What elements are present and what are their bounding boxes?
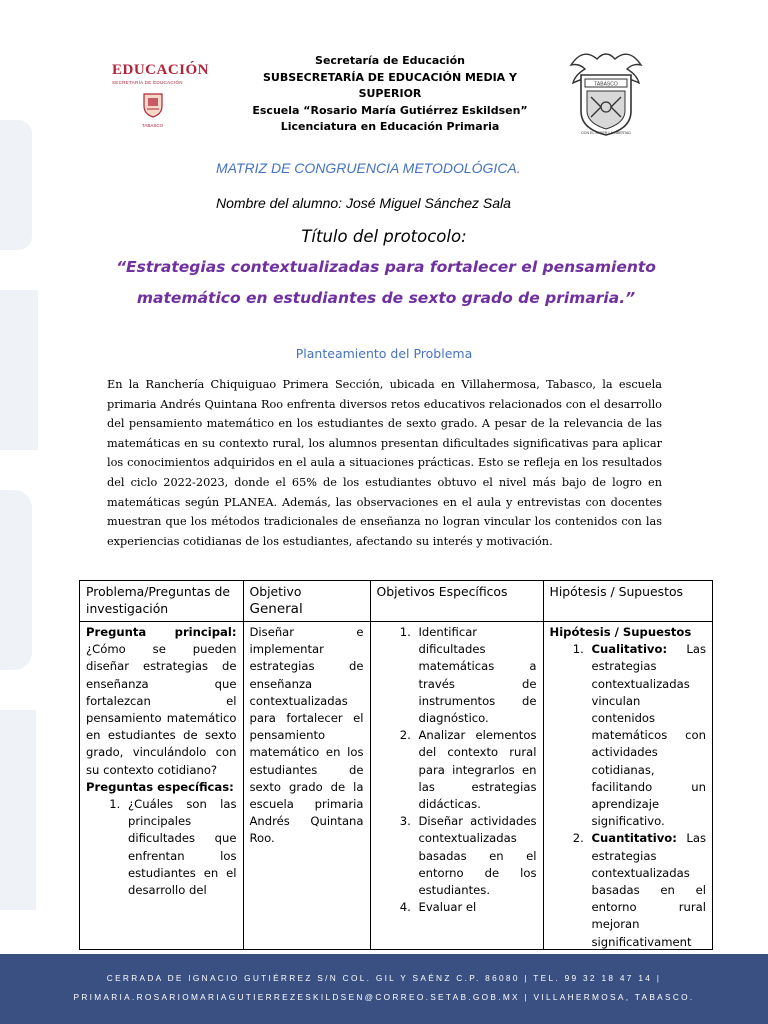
- main-question-label: Pregunta principal:: [86, 625, 237, 639]
- section-title: Planteamiento del Problema: [295, 346, 473, 361]
- specific-questions-list: [86, 796, 237, 899]
- list-item: 2. Cuantitativo: Las estrategias contextualizadas basadas en el entorno rural mejoran significativament: [588, 830, 707, 950]
- seal-top-text: TABASCO: [594, 81, 618, 88]
- header-general-objective: Objetivo General: [243, 581, 370, 622]
- footer-bar: [0, 954, 768, 1024]
- header-line-2: SUBSECRETARÍA DE EDUCACIÓN MEDIA Y SUPERIOR: [263, 70, 517, 100]
- header-hypothesis: Hipótesis / Supuestos: [543, 581, 712, 622]
- seal-bottom-text: CON EL SABER LA LIBERTAD: [581, 131, 631, 135]
- general-objective-cell: [243, 622, 370, 951]
- hypothesis-list: [550, 641, 707, 950]
- student-name: Nombre del alumno: José Miguel Sánchez Sala: [216, 195, 511, 211]
- general-objective-text: Diseñar e implementar estrategias de enseñanza contextualizadas para fortalecer el pensamiento matemático en los estudiantes de sexto grado de la escuela primaria Andrés Quintana Roo.: [249, 625, 364, 846]
- header-line-1: Secretaría de Educación: [315, 54, 465, 67]
- list-item: 1. Cualitativo: Las estrategias contextualizadas vinculan contenidos matemáticos con actividades cotidianas, facilitando un aprendizaje significativo.: [588, 641, 707, 830]
- footer-email: PRIMARIA.ROSARIOMARIAGUTIERREZESKILDSEN@CORREO.SETAB.GOB.MX | VILLAHERMOSA, TABASCO.: [73, 992, 695, 1002]
- enep-watermark: [0, 120, 40, 960]
- institution-header: [230, 53, 550, 136]
- problem-cell: [80, 622, 243, 951]
- specific-objectives-cell: [370, 622, 543, 951]
- table-row: [80, 622, 712, 951]
- footer-address: CERRADA DE IGNACIO GUTIÉRREZ S/N COL. GIL Y SAÉNZ C.P. 86080 | TEL. 99 32 18 47 14 |: [106, 973, 662, 983]
- specific-questions-label: Preguntas específicas:: [86, 779, 234, 794]
- header-line-4: Licenciatura en Educación Primaria: [280, 120, 500, 133]
- list-item: 1. ¿Cuáles son las principales dificultades que enfrentan los estudiantes en el desarrollo del: [124, 796, 237, 899]
- main-question-text: ¿Cómo se pueden diseñar estrategias de enseñanza que fortalezcan el pensamiento matemático en estudiantes de sexto grado, vinculándolo con su contexto cotidiano?: [86, 642, 237, 777]
- hypothesis-heading: Hipótesis / Supuestos: [549, 625, 692, 639]
- congruence-matrix-table: [79, 580, 713, 950]
- list-item: 2. Analizar elementos del contexto rural para integrarlos en las estrategias didácticas.: [415, 727, 537, 813]
- problem-paragraph: En la Ranchería Chiquiguao Primera Sección, ubicada en Villahermosa, Tabasco, la escuela primaria Andrés Quintana Roo enfrenta diversos retos educativos relacionados con el desarrollo del pensamiento matemático en los estudiantes de sexto grado. A pesar de la relevancia de las matemáticas en su contexto rural, los alumnos presentan dificultades significativas para aplicar los conocimientos adquiridos en el aula a situaciones prácticas. Esto se refleja en los resultados del ciclo 2022-2023, donde el 65% de los estudiantes obtuvo el nivel más bajo de logro en matemáticas según PLANEA. Además, las observaciones en el aula y entrevistas con docentes muestran que los métodos tradicionales de enseñanza no logran vincular los contenidos con las experiencias cotidianas de los estudiantes, afectando su interés y motivación.: [107, 378, 662, 548]
- school-seal-icon: [567, 45, 645, 137]
- logo-text: EDUCACIÓN: [112, 62, 210, 78]
- header-specific-objectives: Objetivos Específicos: [370, 581, 543, 622]
- list-item: 3. Diseñar actividades contextualizadas basadas en el entorno de los estudiantes.: [415, 813, 537, 899]
- specific-objectives-list: [377, 624, 537, 916]
- logo-state: TABASCO: [142, 123, 164, 128]
- educacion-logo: [112, 62, 227, 128]
- hypothesis-cell: [543, 622, 712, 951]
- protocol-label: Título del protocolo:: [301, 227, 467, 246]
- header-line-3: Escuela “Rosario María Gutiérrez Eskildsen”: [252, 103, 528, 117]
- tabasco-crest-icon: [142, 92, 164, 118]
- header-problem: Problema/Preguntas de investigación: [80, 581, 243, 622]
- list-item: 4. Evaluar el: [415, 899, 537, 916]
- matrix-title: MATRIZ DE CONGRUENCIA METODOLÓGICA.: [216, 160, 521, 176]
- list-item: 1. Identificar dificultades matemáticas a través de instrumentos de diagnóstico.: [415, 624, 537, 727]
- logo-subtext: SECRETARÍA DE EDUCACIÓN: [112, 80, 183, 85]
- table-header-row: [80, 581, 712, 622]
- protocol-title: “Estrategias contextualizadas para fortalecer el pensamiento matemático en estudiantes de sexto grado de primaria.”: [116, 258, 656, 307]
